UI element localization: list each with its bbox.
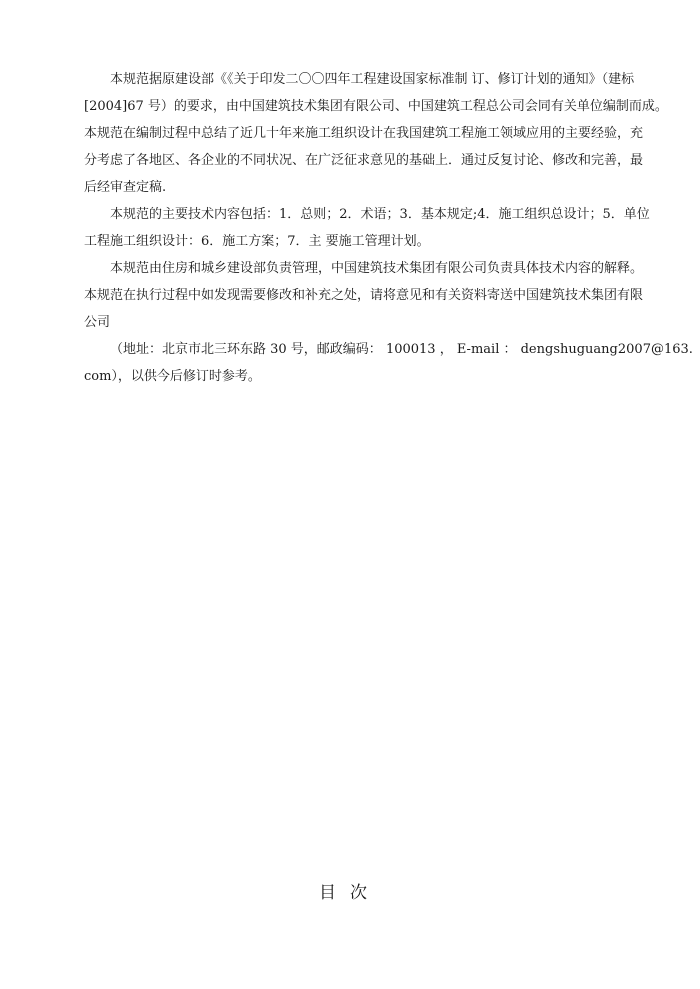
text-line: com），以供今后修订时参考。 bbox=[84, 369, 261, 384]
text-line: 公司 bbox=[84, 315, 111, 330]
text-line: 本规范由住房和城乡建设部负责管理，中国建筑技术集团有限公司负责具体技术内容的解释。 bbox=[110, 261, 644, 276]
paragraph-compilation-basis bbox=[84, 66, 668, 201]
text-line: 本规范在编制过程中总结了近几十年来施工组织设计在我国建筑工程施工领域应用的主要经验，充 bbox=[84, 126, 644, 141]
table-of-contents-title: 目次 bbox=[319, 883, 381, 903]
text-line: 后经审查定稿. bbox=[84, 180, 167, 195]
text-line: 本规范的主要技术内容包括：1．总则；2．术语；3．基本规定;4．施工组织总设计；5．单位 bbox=[110, 207, 650, 222]
paragraph-contact-address bbox=[84, 336, 693, 390]
text-line: 工程施工组织设计：6．施工方案；7．主 要施工管理计划。 bbox=[84, 234, 430, 249]
paragraph-management bbox=[84, 255, 644, 336]
text-line: [2004]67 号）的要求，由中国建筑技术集团有限公司、中国建筑工程总公司会同有关单位编制而成。 bbox=[84, 99, 668, 114]
text-line: （地址：北京市北三环东路 30 号，邮政编码： 100013 ， E-mail ： dengshuguang2007@163. bbox=[110, 342, 693, 357]
document-body bbox=[84, 66, 693, 390]
paragraph-technical-contents bbox=[84, 201, 650, 255]
text-line: 本规范在执行过程中如发现需要修改和补充之处，请将意见和有关资料寄送中国建筑技术集团有限 bbox=[84, 288, 644, 303]
text-line: 本规范据原建设部《《关于印发二〇〇四年工程建设国家标准制 订、修订计划的通知》（建标 bbox=[110, 72, 635, 87]
text-line: 分考虑了各地区、各企业的不同状况、在广泛征求意见的基础上．通过反复讨论、修改和完善，最 bbox=[84, 153, 644, 168]
